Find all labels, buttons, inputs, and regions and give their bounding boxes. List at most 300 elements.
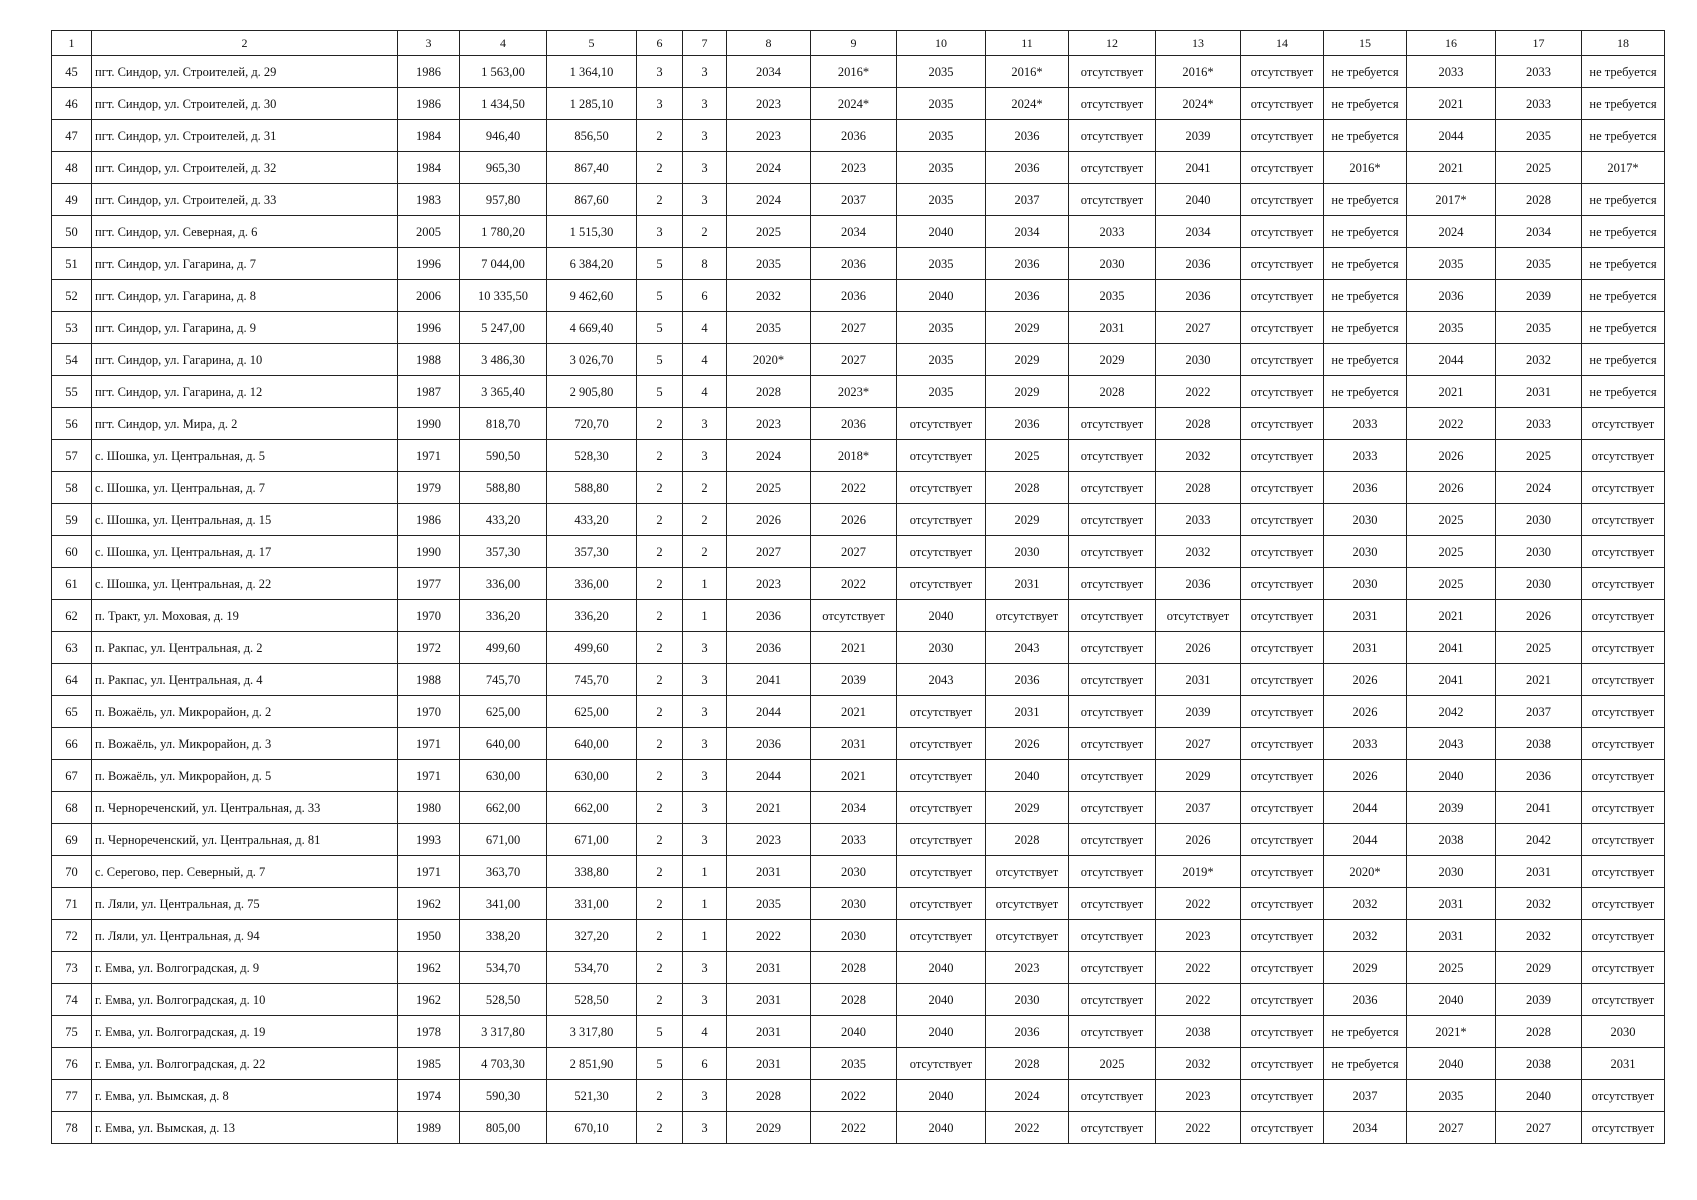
table-cell: 2031	[986, 696, 1069, 728]
table-cell: отсутствует	[897, 888, 986, 920]
table-cell: 5	[637, 344, 683, 376]
table-cell: отсутствует	[1241, 856, 1324, 888]
table-cell: 2031	[727, 1016, 811, 1048]
table-cell: 4	[683, 312, 727, 344]
table-cell: 68	[52, 792, 92, 824]
address-cell: п. Ляли, ул. Центральная, д. 94	[92, 920, 398, 952]
table-cell: 2035	[811, 1048, 897, 1080]
table-cell: 2016*	[1156, 56, 1241, 88]
column-header: 7	[683, 31, 727, 56]
table-cell: 2030	[1324, 504, 1407, 536]
table-cell: отсутствует	[1241, 792, 1324, 824]
table-cell: 2023*	[811, 376, 897, 408]
table-cell: 2029	[727, 1112, 811, 1144]
table-cell: 2033	[1407, 56, 1496, 88]
table-cell: 2030	[1496, 536, 1582, 568]
table-cell: 2040	[1407, 1048, 1496, 1080]
table-cell: 2042	[1496, 824, 1582, 856]
table-cell: 2016*	[1324, 152, 1407, 184]
table-cell: 2	[637, 696, 683, 728]
table-cell: отсутствует	[1241, 312, 1324, 344]
table-cell: 4	[683, 344, 727, 376]
table-cell: 1962	[398, 984, 460, 1016]
table-cell: 1 285,10	[547, 88, 637, 120]
address-cell: пгт. Синдор, ул. Гагарина, д. 8	[92, 280, 398, 312]
table-cell: 336,00	[547, 568, 637, 600]
table-cell: отсутствует	[897, 760, 986, 792]
table-cell: 3	[637, 88, 683, 120]
table-cell: 2035	[897, 344, 986, 376]
table-cell: 2032	[727, 280, 811, 312]
table-row	[52, 504, 1665, 536]
table-cell: 2036	[986, 1016, 1069, 1048]
column-header: 2	[92, 31, 398, 56]
table-cell: 2036	[1407, 280, 1496, 312]
table-cell: 67	[52, 760, 92, 792]
table-cell: 2022	[986, 1112, 1069, 1144]
table-cell: 2040	[897, 1112, 986, 1144]
table-cell: 2035	[897, 184, 986, 216]
table-cell: 588,80	[460, 472, 547, 504]
table-cell: 2023	[727, 568, 811, 600]
table-cell: 2035	[1069, 280, 1156, 312]
table-cell: 2028	[727, 1080, 811, 1112]
table-row	[52, 408, 1665, 440]
table-cell: отсутствует	[897, 568, 986, 600]
table-cell: 2035	[727, 312, 811, 344]
table-cell: 60	[52, 536, 92, 568]
table-cell: отсутствует	[1156, 600, 1241, 632]
table-cell: 2029	[986, 312, 1069, 344]
table-cell: не требуется	[1324, 216, 1407, 248]
address-cell: пгт. Синдор, ул. Строителей, д. 30	[92, 88, 398, 120]
address-cell: пгт. Синдор, ул. Северная, д. 6	[92, 216, 398, 248]
table-cell: 2	[637, 1080, 683, 1112]
table-cell: отсутствует	[1241, 632, 1324, 664]
table-cell: отсутствует	[1241, 984, 1324, 1016]
table-cell: отсутствует	[897, 1048, 986, 1080]
table-row	[52, 984, 1665, 1016]
table-cell: 2030	[1069, 248, 1156, 280]
table-cell: 2030	[1407, 856, 1496, 888]
table-cell: отсутствует	[1241, 728, 1324, 760]
table-row	[52, 664, 1665, 696]
table-cell: 2036	[986, 248, 1069, 280]
table-cell: не требуется	[1324, 88, 1407, 120]
table-cell: отсутствует	[1241, 88, 1324, 120]
table-cell: отсутствует	[1241, 248, 1324, 280]
table-cell: 2034	[811, 792, 897, 824]
table-cell: 662,00	[547, 792, 637, 824]
column-header: 1	[52, 31, 92, 56]
table-cell: 2	[637, 120, 683, 152]
table-cell: 528,30	[547, 440, 637, 472]
address-cell: п. Ляли, ул. Центральная, д. 75	[92, 888, 398, 920]
table-cell: отсутствует	[897, 472, 986, 504]
table-cell: отсутствует	[897, 920, 986, 952]
table-cell: отсутствует	[1069, 856, 1156, 888]
table-cell: 2040	[897, 984, 986, 1016]
table-cell: не требуется	[1324, 280, 1407, 312]
table-row	[52, 120, 1665, 152]
table-row	[52, 280, 1665, 312]
table-cell: 2021	[811, 632, 897, 664]
address-cell: п. Вожаёль, ул. Микрорайон, д. 3	[92, 728, 398, 760]
table-row	[52, 216, 1665, 248]
address-cell: п. Ракпас, ул. Центральная, д. 4	[92, 664, 398, 696]
column-header: 12	[1069, 31, 1156, 56]
table-cell: 1962	[398, 952, 460, 984]
table-cell: отсутствует	[1069, 1080, 1156, 1112]
table-cell: 2022	[727, 920, 811, 952]
table-cell: отсутствует	[1241, 664, 1324, 696]
table-cell: 818,70	[460, 408, 547, 440]
document-table	[51, 30, 1665, 1144]
table-cell: 2033	[1496, 56, 1582, 88]
table-cell: 2041	[1156, 152, 1241, 184]
table-cell: 2026	[1496, 600, 1582, 632]
table-row	[52, 568, 1665, 600]
table-cell: отсутствует	[1069, 504, 1156, 536]
table-cell: 671,00	[547, 824, 637, 856]
table-cell: 2043	[1407, 728, 1496, 760]
table-cell: отсутствует	[1582, 792, 1665, 824]
table-cell: 2031	[1156, 664, 1241, 696]
table-cell: 2033	[1156, 504, 1241, 536]
table-cell: 2028	[986, 824, 1069, 856]
table-cell: 2	[637, 152, 683, 184]
table-cell: 1	[683, 920, 727, 952]
table-row	[52, 536, 1665, 568]
address-cell: п. Тракт, ул. Моховая, д. 19	[92, 600, 398, 632]
table-cell: 2028	[1069, 376, 1156, 408]
table-cell: отсутствует	[1069, 792, 1156, 824]
table-cell: 2040	[897, 280, 986, 312]
column-header: 15	[1324, 31, 1407, 56]
column-header: 5	[547, 31, 637, 56]
table-cell: отсутствует	[1069, 440, 1156, 472]
table-cell: 1 364,10	[547, 56, 637, 88]
table-row	[52, 600, 1665, 632]
table-cell: 5	[637, 376, 683, 408]
table-cell: 590,30	[460, 1080, 547, 1112]
table-cell: 2	[637, 728, 683, 760]
address-cell: с. Шошка, ул. Центральная, д. 15	[92, 504, 398, 536]
table-cell: 1985	[398, 1048, 460, 1080]
table-cell: 2035	[1496, 248, 1582, 280]
table-cell: 5 247,00	[460, 312, 547, 344]
table-cell: отсутствует	[897, 824, 986, 856]
table-cell: отсутствует	[1069, 1016, 1156, 1048]
table-cell: 2034	[811, 216, 897, 248]
table-cell: 2025	[1407, 504, 1496, 536]
table-cell: 2035	[1496, 120, 1582, 152]
table-cell: 78	[52, 1112, 92, 1144]
table-cell: 2021	[1407, 88, 1496, 120]
table-cell: 6	[683, 280, 727, 312]
table-cell: 2026	[1156, 824, 1241, 856]
table-cell: 2	[637, 472, 683, 504]
table-cell: 2043	[986, 632, 1069, 664]
table-cell: 3	[683, 664, 727, 696]
table-cell: 2036	[986, 120, 1069, 152]
table-cell: 2022	[811, 472, 897, 504]
table-row	[52, 248, 1665, 280]
table-cell: 2017*	[1582, 152, 1665, 184]
table-cell: не требуется	[1324, 312, 1407, 344]
table-cell: 51	[52, 248, 92, 280]
table-cell: 50	[52, 216, 92, 248]
table-cell: 52	[52, 280, 92, 312]
table-cell: 72	[52, 920, 92, 952]
table-cell: 2030	[1156, 344, 1241, 376]
table-cell: 76	[52, 1048, 92, 1080]
table-cell: 2026	[1324, 760, 1407, 792]
table-cell: 73	[52, 952, 92, 984]
table-cell: 521,30	[547, 1080, 637, 1112]
table-cell: 2036	[811, 120, 897, 152]
table-cell: 62	[52, 600, 92, 632]
table-cell: 74	[52, 984, 92, 1016]
table-cell: 1	[683, 600, 727, 632]
table-cell: отсутствует	[1582, 1080, 1665, 1112]
table-cell: 2044	[1324, 792, 1407, 824]
table-cell: 49	[52, 184, 92, 216]
table-cell: 48	[52, 152, 92, 184]
table-cell: 1	[683, 856, 727, 888]
address-cell: с. Серегово, пер. Северный, д. 7	[92, 856, 398, 888]
table-cell: 2030	[811, 920, 897, 952]
table-row	[52, 440, 1665, 472]
table-cell: 2038	[1496, 1048, 1582, 1080]
table-cell: 2037	[1156, 792, 1241, 824]
table-row	[52, 920, 1665, 952]
table-cell: 1986	[398, 88, 460, 120]
table-cell: 3	[683, 824, 727, 856]
table-cell: 1988	[398, 344, 460, 376]
table-cell: 2041	[1407, 664, 1496, 696]
table-cell: 2027	[811, 344, 897, 376]
table-cell: отсутствует	[1241, 504, 1324, 536]
table-cell: 2	[637, 1112, 683, 1144]
table-cell: 2036	[986, 408, 1069, 440]
address-cell: г. Емва, ул. Волгоградская, д. 9	[92, 952, 398, 984]
table-cell: 3	[683, 632, 727, 664]
table-cell: 2029	[986, 376, 1069, 408]
table-cell: 2 905,80	[547, 376, 637, 408]
table-cell: 4 669,40	[547, 312, 637, 344]
table-cell: отсутствует	[897, 440, 986, 472]
table-cell: 2	[637, 600, 683, 632]
table-cell: 6	[683, 1048, 727, 1080]
table-cell: отсутствует	[1241, 888, 1324, 920]
table-row	[52, 344, 1665, 376]
table-cell: отсутствует	[1241, 1080, 1324, 1112]
table-cell: 2036	[986, 152, 1069, 184]
table-cell: 3 486,30	[460, 344, 547, 376]
table-cell: 2041	[1496, 792, 1582, 824]
table-row	[52, 696, 1665, 728]
address-cell: пгт. Синдор, ул. Гагарина, д. 9	[92, 312, 398, 344]
address-cell: пгт. Синдор, ул. Строителей, д. 33	[92, 184, 398, 216]
table-cell: не требуется	[1582, 376, 1665, 408]
table-cell: 2	[637, 568, 683, 600]
table-cell: 2027	[1156, 312, 1241, 344]
table-cell: 2025	[1496, 440, 1582, 472]
table-cell: не требуется	[1324, 1016, 1407, 1048]
table-cell: 1988	[398, 664, 460, 696]
table-row	[52, 1112, 1665, 1144]
table-cell: 2036	[1324, 472, 1407, 504]
table-cell: 64	[52, 664, 92, 696]
table-cell: 2030	[1324, 536, 1407, 568]
table-cell: 2023	[727, 88, 811, 120]
table-cell: 1977	[398, 568, 460, 600]
column-header: 10	[897, 31, 986, 56]
table-cell: 2	[637, 920, 683, 952]
table-cell: 3	[683, 440, 727, 472]
table-cell: 3	[683, 88, 727, 120]
address-cell: п. Вожаёль, ул. Микрорайон, д. 2	[92, 696, 398, 728]
table-cell: 2031	[1407, 920, 1496, 952]
table-cell: 867,60	[547, 184, 637, 216]
table-cell: 2024*	[1156, 88, 1241, 120]
table-cell: 671,00	[460, 824, 547, 856]
table-cell: 1962	[398, 888, 460, 920]
table-row	[52, 312, 1665, 344]
table-cell: 2032	[1324, 888, 1407, 920]
table-cell: 4 703,30	[460, 1048, 547, 1080]
table-cell: 2005	[398, 216, 460, 248]
table-cell: 2040	[897, 600, 986, 632]
table-cell: отсутствует	[1069, 632, 1156, 664]
table-cell: 2042	[1407, 696, 1496, 728]
table-cell: 3	[683, 728, 727, 760]
table-cell: 2034	[1324, 1112, 1407, 1144]
table-cell: 2032	[1496, 888, 1582, 920]
table-cell: 3	[683, 952, 727, 984]
table-cell: отсутствует	[897, 408, 986, 440]
table-cell: отсутствует	[986, 600, 1069, 632]
table-cell: 2019*	[1156, 856, 1241, 888]
table-cell: 1974	[398, 1080, 460, 1112]
table-cell: 2034	[1496, 216, 1582, 248]
table-cell: 1996	[398, 248, 460, 280]
table-cell: 2029	[1156, 760, 1241, 792]
table-cell: 2032	[1496, 920, 1582, 952]
table-cell: 2036	[1156, 248, 1241, 280]
table-cell: 3	[683, 56, 727, 88]
column-header: 4	[460, 31, 547, 56]
table-header-row	[52, 31, 1665, 56]
table-cell: 2035	[1407, 1080, 1496, 1112]
column-header: 8	[727, 31, 811, 56]
table-cell: 2028	[1496, 1016, 1582, 1048]
address-cell: п. Чернореченский, ул. Центральная, д. 81	[92, 824, 398, 856]
column-header: 6	[637, 31, 683, 56]
table-cell: 2032	[1324, 920, 1407, 952]
table-cell: 2028	[986, 472, 1069, 504]
table-cell: 70	[52, 856, 92, 888]
table-cell: 2031	[727, 952, 811, 984]
table-cell: 2027	[1496, 1112, 1582, 1144]
table-cell: 56	[52, 408, 92, 440]
table-cell: 2021	[811, 696, 897, 728]
table-cell: отсутствует	[1582, 664, 1665, 696]
table-cell: отсутствует	[1582, 824, 1665, 856]
table-cell: 2043	[897, 664, 986, 696]
table-row	[52, 152, 1665, 184]
table-cell: 2024*	[811, 88, 897, 120]
table-cell: 2023	[727, 408, 811, 440]
table-cell: 2041	[727, 664, 811, 696]
table-cell: не требуется	[1324, 184, 1407, 216]
table-cell: отсутствует	[1241, 152, 1324, 184]
table-cell: 63	[52, 632, 92, 664]
table-cell: отсутствует	[986, 856, 1069, 888]
table-cell: 2040	[1407, 984, 1496, 1016]
address-cell: г. Емва, ул. Волгоградская, д. 10	[92, 984, 398, 1016]
table-cell: 3 317,80	[547, 1016, 637, 1048]
table-cell: 2035	[897, 120, 986, 152]
table-cell: 5	[637, 312, 683, 344]
table-cell: 2039	[1496, 280, 1582, 312]
table-cell: 2	[637, 664, 683, 696]
table-cell: отсутствует	[1069, 536, 1156, 568]
table-cell: 2026	[1324, 696, 1407, 728]
table-cell: отсутствует	[1069, 152, 1156, 184]
table-cell: 2039	[811, 664, 897, 696]
table-cell: 2037	[1324, 1080, 1407, 1112]
table-row	[52, 1048, 1665, 1080]
table-cell: отсутствует	[897, 792, 986, 824]
table-cell: 2021*	[1407, 1016, 1496, 1048]
table-row	[52, 376, 1665, 408]
column-header: 13	[1156, 31, 1241, 56]
table-cell: 59	[52, 504, 92, 536]
table-cell: 957,80	[460, 184, 547, 216]
table-cell: отсутствует	[897, 728, 986, 760]
table-cell: 2035	[897, 56, 986, 88]
table-cell: 2025	[1407, 952, 1496, 984]
table-cell: отсутствует	[1241, 760, 1324, 792]
table-cell: отсутствует	[1582, 632, 1665, 664]
table-cell: 2031	[1496, 856, 1582, 888]
table-cell: 363,70	[460, 856, 547, 888]
table-cell: 357,30	[547, 536, 637, 568]
table-cell: 2024	[727, 184, 811, 216]
table-cell: 2040	[897, 1016, 986, 1048]
table-cell: 2021	[1496, 664, 1582, 696]
table-cell: 2025	[1496, 152, 1582, 184]
table-cell: 2033	[1324, 440, 1407, 472]
table-cell: отсутствует	[986, 888, 1069, 920]
table-cell: 2029	[986, 344, 1069, 376]
table-cell: 588,80	[547, 472, 637, 504]
table-cell: 805,00	[460, 1112, 547, 1144]
table-cell: 2037	[986, 184, 1069, 216]
table-cell: 2024	[1407, 216, 1496, 248]
table-cell: 2	[637, 408, 683, 440]
table-cell: 3	[637, 216, 683, 248]
table-cell: 2036	[811, 248, 897, 280]
table-cell: 2029	[986, 504, 1069, 536]
table-cell: 5	[637, 280, 683, 312]
table-row	[52, 952, 1665, 984]
column-header: 9	[811, 31, 897, 56]
table-cell: 2023	[1156, 920, 1241, 952]
table-cell: 2035	[897, 88, 986, 120]
